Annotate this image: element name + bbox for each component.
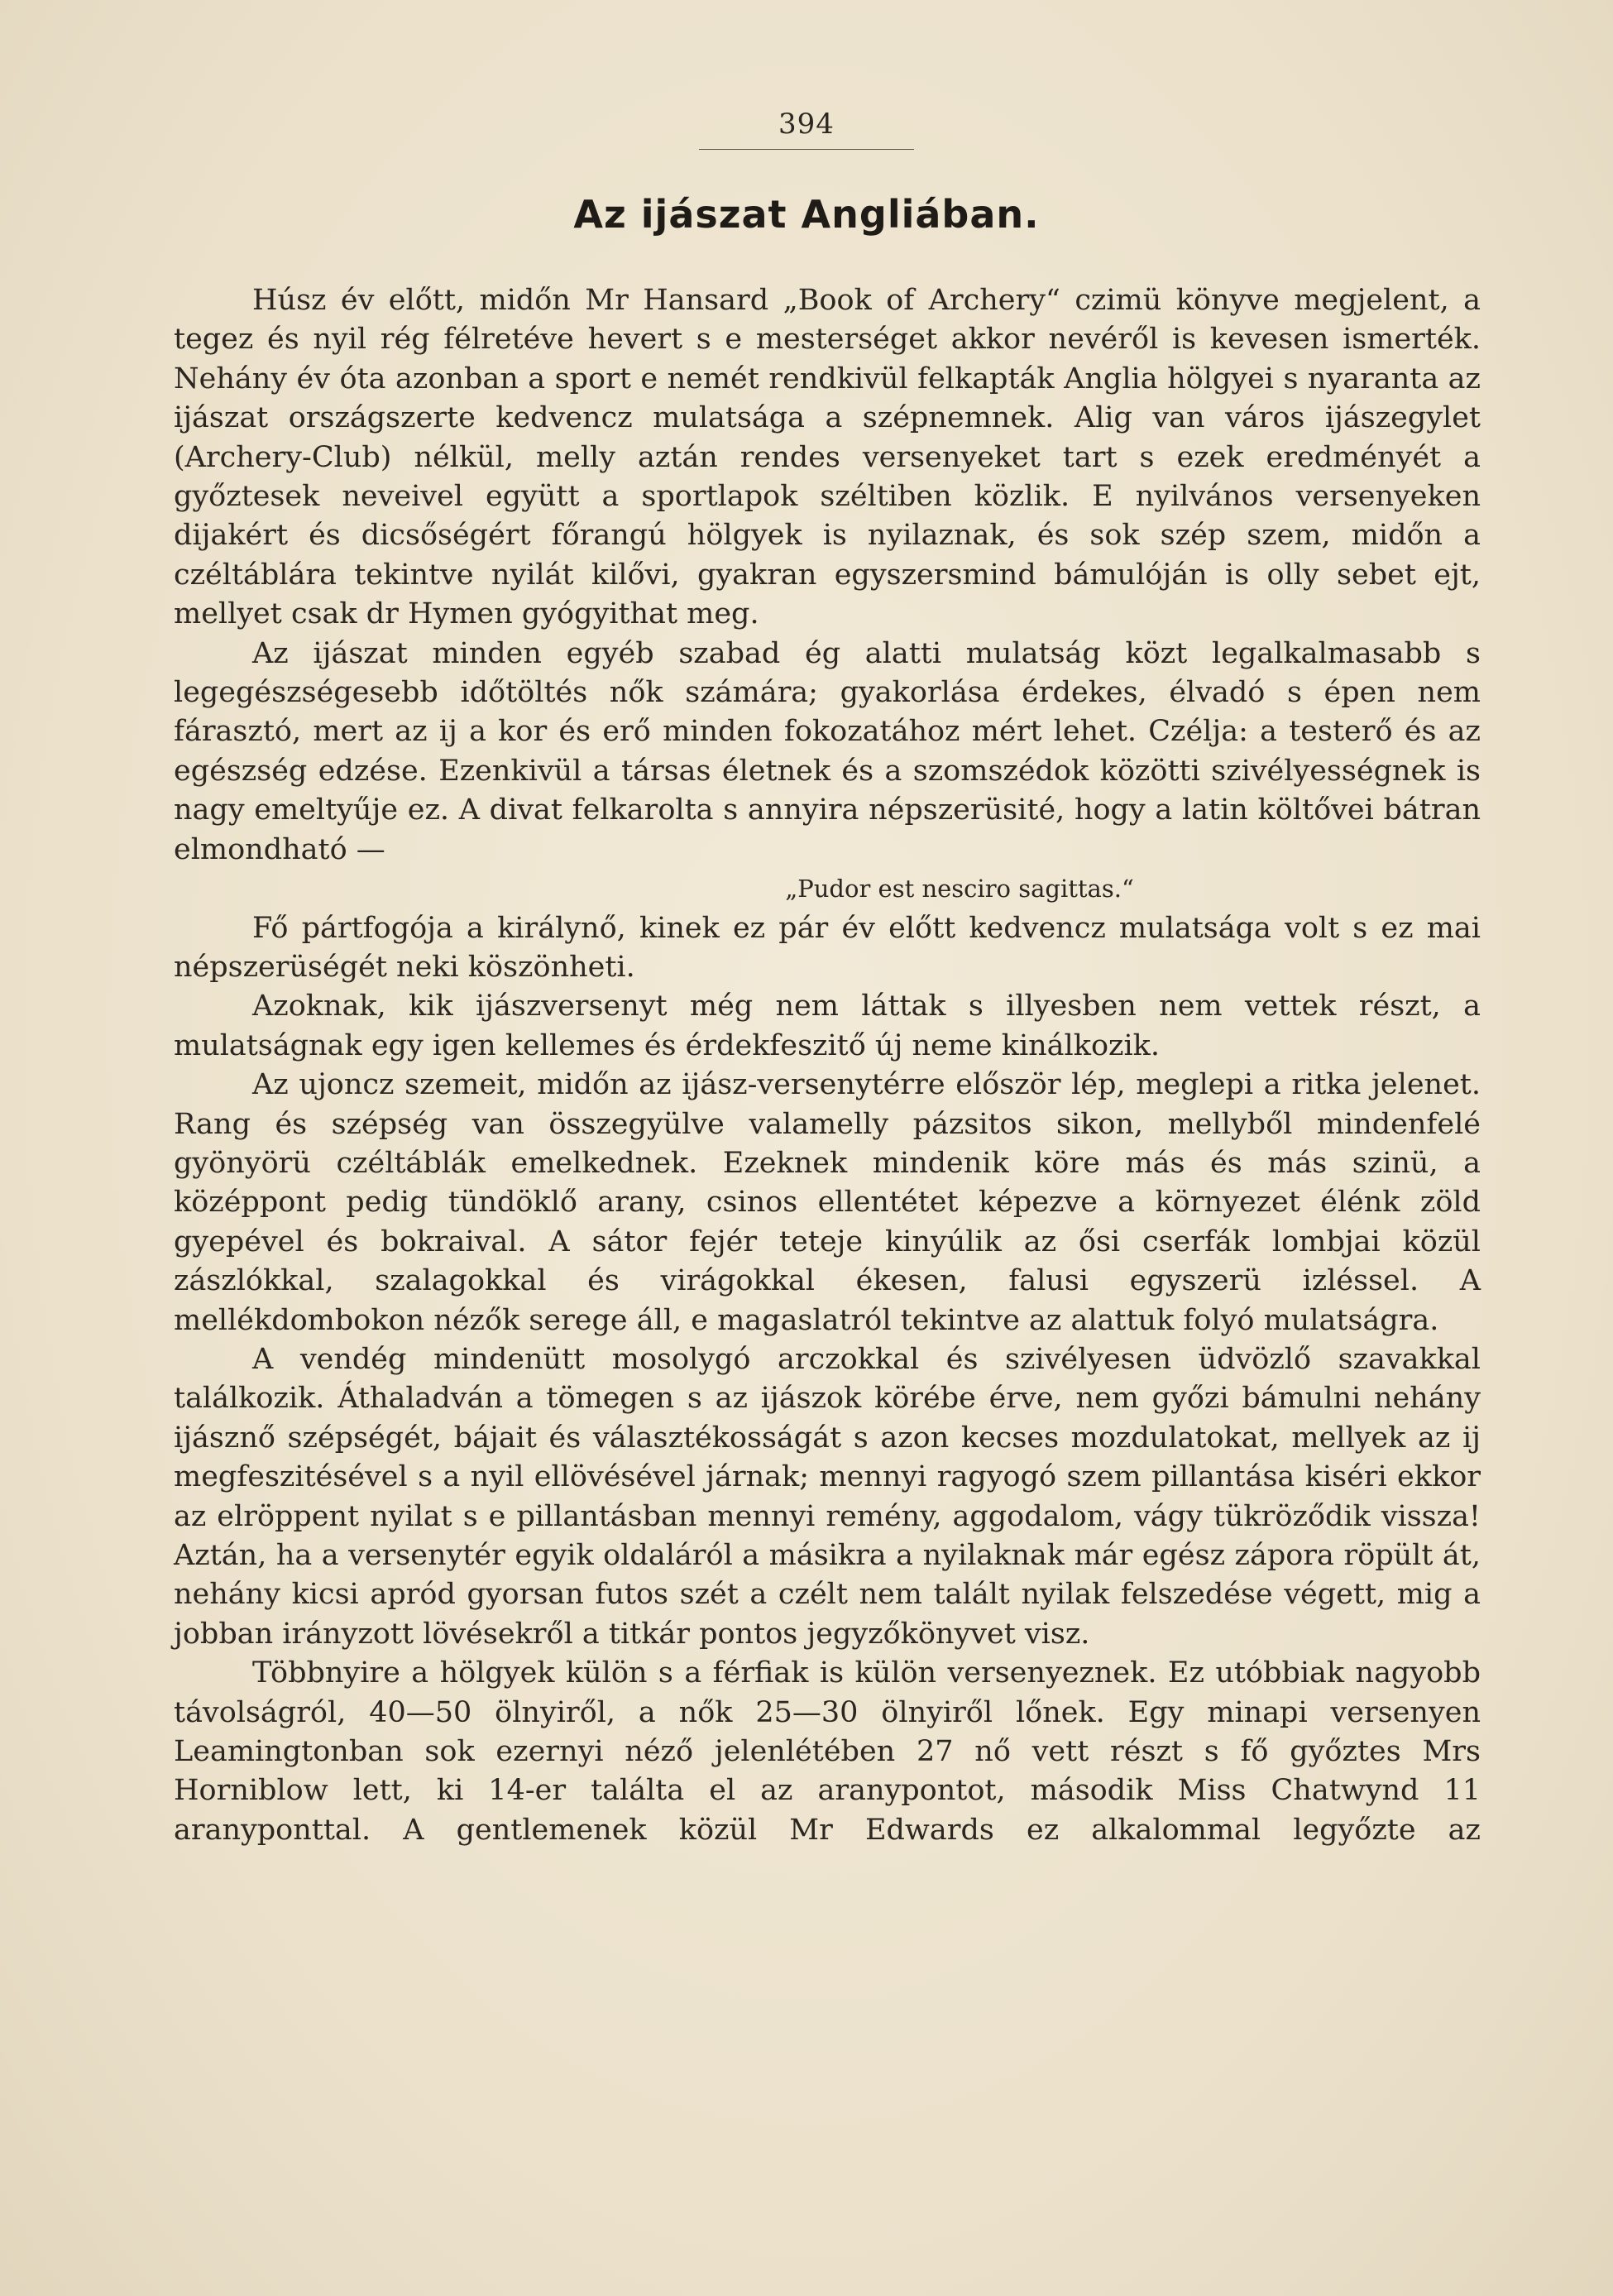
paragraph: Az ijászat minden egyéb szabad ég alatti mulatság közt legalkalmasabb s legegészségesebb időtöltés nők számára; gyakorlása érdekes, élvadó s épen nem fárasztó, mert az ij a kor és erő minden fokozatához mért lehet. Czélja: a testerő és az egészség edzése. Ezenkivül a társas életnek és a szomszédok közötti szivélyességnek is nagy emeltyűje ez. A divat felkarolta s annyira népszerüsité, hogy a latin költővei bátran elmondható —	[174, 636, 1481, 866]
paragraph: Húsz év előtt, midőn Mr Hansard „Book of Archery“ czimü könyve megjelent, a tegez és nyil rég félretéve hevert s e mesterséget akkor nevéről is kevesen ismerték. Nehány év óta azonban a sport e nemét rendkivül felkapták Anglia hölgyei s nyaranta az ijászat országszerte kedvencz mulatsága a szépnemnek. Alig van város ijászegylet (Archery-Club) nélkül, melly aztán rendes versenyeket tart s ezek eredményét a győztesek neveivel együtt a sportlapok széltiben közlik. E nyilvános versenyeken dijakért és dicsőségért főrangú hölgyek is nyilaznak, és sok szép szem, midőn a czéltáblára tekintve nyilát kilővi, gyakran egyszersmind bámulóján is olly sebet ejt, mellyet csak dr Hymen gyógyithat meg.	[174, 284, 1481, 631]
paragraph: Azoknak, kik ijászversenyt még nem láttak s illyesben nem vettek részt, a mulatságnak egy igen kellemes és érdekfeszitő új neme kinálkozik.	[174, 990, 1481, 1062]
header-rule	[699, 149, 914, 150]
paragraph: Fő pártfogója a királynő, kinek ez pár év előtt kedvencz mulatsága volt s ez mai népszerüségét neki köszönheti.	[174, 911, 1481, 984]
paragraph: Többnyire a hölgyek külön s a férfiak is külön versenyeznek. Ez utóbbiak nagyobb távolságról, 40—50 ölnyiről, a nők 25—30 ölnyiről lőnek. Egy minapi versenyen Leamingtonban sok ezernyi néző jelenlétében 27 nő vett részt s fő győztes Mrs Horniblow lett, ki 14-er találta el az aranypontot, második Miss Chatwynd 11 aranyponttal. A gentlemenek közül Mr Edwards ez alkalommal legyőzte az	[174, 1656, 1481, 1847]
paragraph: A vendég mindenütt mosolygó arczokkal és szivélyesen üdvözlő szavakkal találkozik. Áthaladván a tömegen s az ijászok körébe érve, nem győzi bámulni nehány ijásznő szépségét, bájait és választékosságát s azon kecses mozdulatokat, mellyek az ij megfeszitésével s a nyil ellövésével járnak; mennyi ragyogó szem pillantása kiséri ekkor az elröppent nyilat s e pillantásban mennyi remény, aggodalom, vágy tükröződik vissza! Aztán, ha a versenytér egyik oldaláról a másikra a nyilaknak már egész zápora röpült át, nehány kicsi apród gyorsan futos szét a czélt nem talált nyilak felszedése végett, mig a jobban irányzott lövésekről a titkár pontos jegyzőkönyvet visz.	[174, 1342, 1481, 1651]
article-title: Az ijászat Angliában.	[573, 192, 1040, 237]
article-body	[174, 281, 1481, 1850]
page-number: 394	[778, 108, 835, 141]
paragraph: Az ujoncz szemeit, midőn az ijász-versenytérre először lép, meglepi a ritka jelenet. Rang és szépség van összegyülve valamelly pázsitos sikon, mellyből mindenfelé gyönyörü czéltáblák emelkednek. Ezeknek mindenik köre más és más szinü, a középpont pedig tündöklő arany, csinos ellentétet képezve a környezet élénk zöld gyepével és bokraival. A sátor fejér teteje kinyúlik az ősi cserfák lombjai közül zászlókkal, szalagokkal és virágokkal ékesen, falusi egyszerü izléssel. A mellékdombokon nézők serege áll, e magaslatról tekintve az alattuk folyó mulatságra.	[174, 1068, 1481, 1337]
latin-quote: „Pudor est nesciro sagittas.“	[785, 875, 1134, 904]
